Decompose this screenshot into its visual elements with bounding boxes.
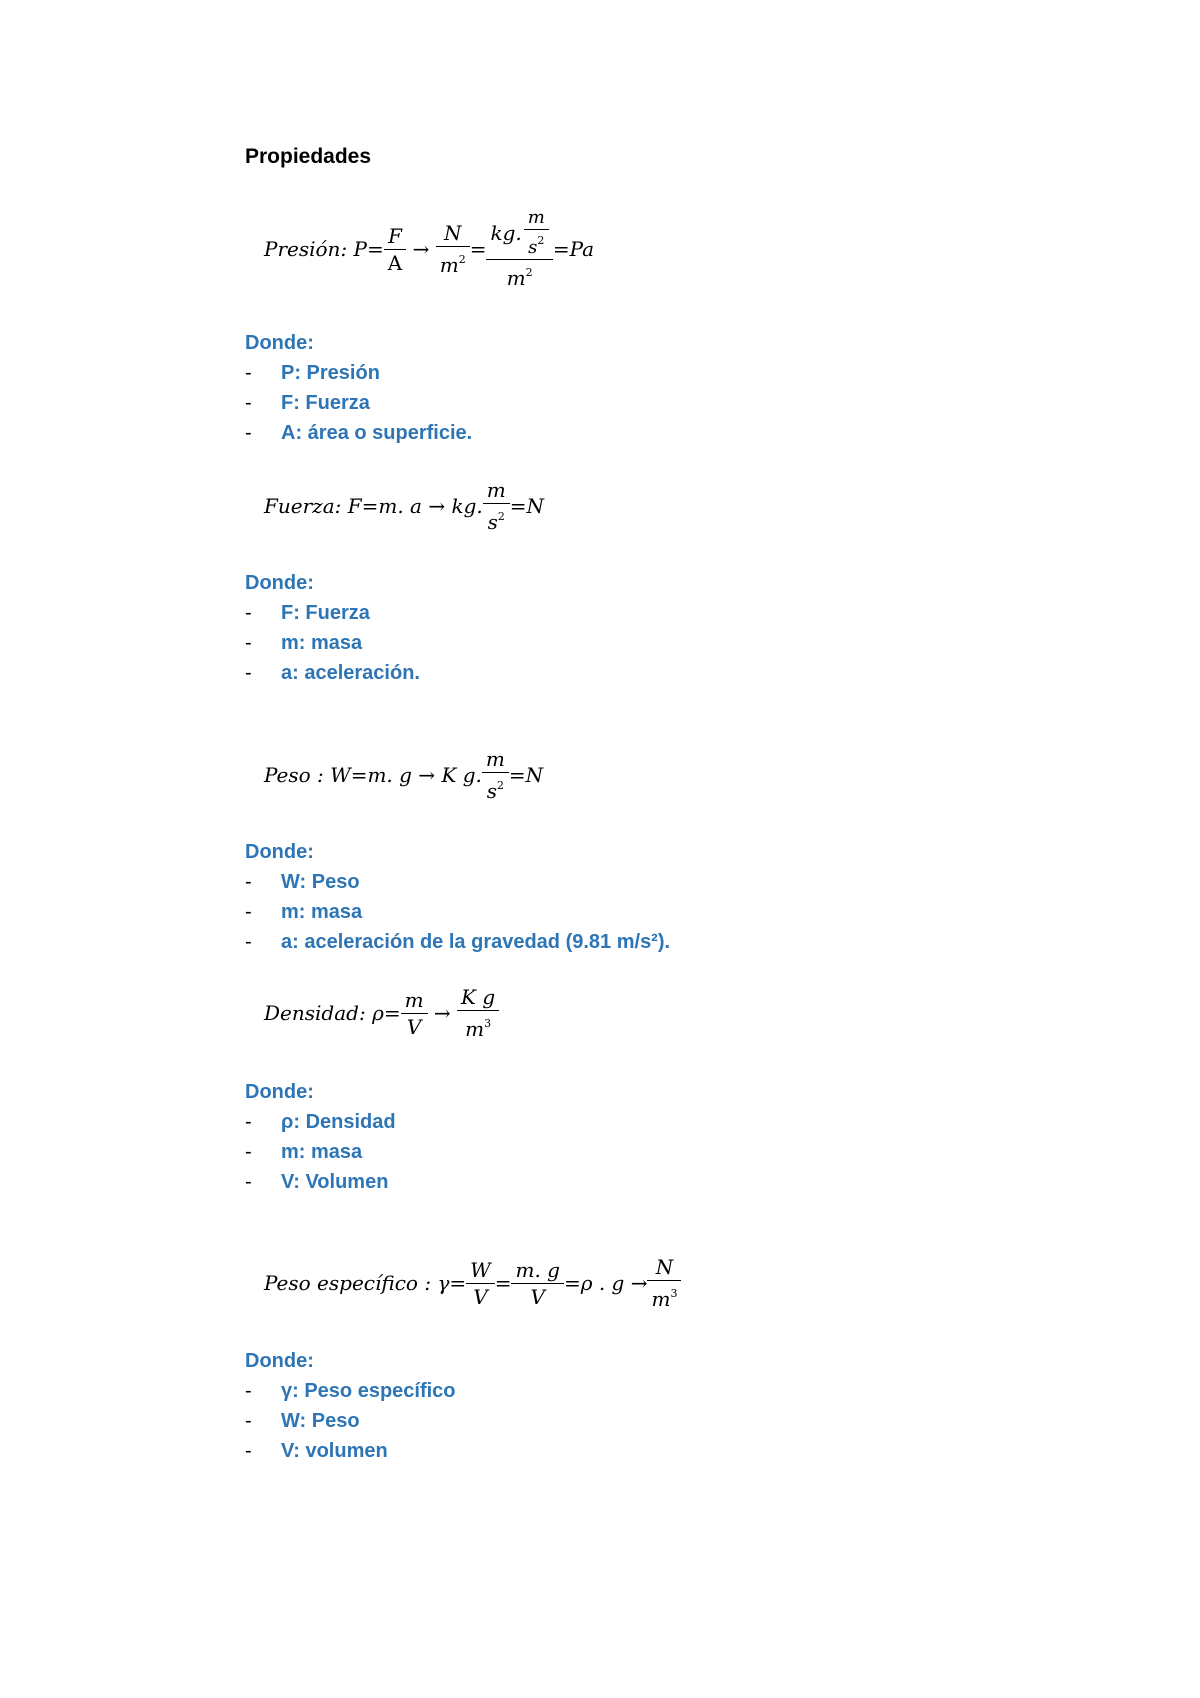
definition-item: - a: aceleración de la gravedad (9.81 m/s²). [245,931,671,953]
formula-label: Peso [264,763,311,787]
formula-densidad: Densidad : ρ= $\frac{m}{V}$ → $\frac{\text{K g}}{m^3}$ [264,985,499,1041]
definition-item: - ρ: Densidad [245,1111,396,1133]
formula-result: =N [508,763,544,787]
definition-item: - F: Fuerza [245,392,370,414]
formula-peso-especifico: Peso específico : γ= $\frac{W}{V}$ = $\frac{m. g}{V}$ =ρ . g → $\frac{N}{m^3}$ [264,1255,681,1311]
definition-item: - m: masa [245,1141,363,1163]
fraction-n-over-m3: $\frac{N}{m^3}$ [649,1255,679,1311]
fraction-kg-m-s2-over-m2: kg. $\frac{m}{s^2}$ $m^2$ [488,208,550,290]
formula-label: Fuerza [264,494,335,518]
definitions-heading: Donde: [245,1081,314,1103]
definition-item: - W: Peso [245,1410,360,1432]
definition-item: - m: masa [245,901,363,923]
definition-item: - a: aceleración. [245,662,420,684]
page-title: Propiedades [245,145,372,168]
definition-item: - V: Volumen [245,1171,389,1193]
definitions-peso [245,837,670,957]
definitions-heading: Donde: [245,841,314,863]
formula-result: Pa [569,237,595,261]
definitions-presion [245,328,472,448]
fraction-w-over-v: $\frac{W}{V}$ [468,1258,493,1309]
definition-item: - P: Presión [245,362,380,384]
fraction-kg-over-m3: $\frac{\text{K g}}{m^3}$ [459,985,497,1041]
definition-item: - m: masa [245,632,363,654]
formula-mid: =ρ . g → [563,1271,648,1295]
formula-label: Peso específico [264,1271,418,1295]
formula-result: =N [509,494,544,518]
definitions-densidad [245,1077,396,1197]
fraction-m-over-s2: $\frac{m}{s^2}$ [484,747,507,803]
definitions-peso-especifico [245,1346,456,1466]
definitions-heading: Donde: [245,332,314,354]
definition-item: - γ: Peso específico [245,1380,456,1402]
fraction-m-over-s2: $\frac{m}{s^2}$ [485,478,508,534]
definitions-heading: Donde: [245,572,314,594]
formula-presion: Presión : P = $\frac{F}{A}$ → $\frac{N}{m^2}$ = kg. $\frac{m}{s^2}$ $m^2$ = Pa [264,207,595,290]
definition-item: - A: área o superficie. [245,422,473,444]
fraction-m-over-v: $\frac{m}{V}$ [403,988,426,1039]
formula-peso: Peso : W=m. g → K g. $\frac{m}{s^2}$ =N [264,747,544,803]
definition-item: - V: volumen [245,1440,388,1462]
formula-label: Presión [264,237,341,261]
formula-fuerza: Fuerza : F=m. a → kg. $\frac{m}{s^2}$ =N [264,478,544,534]
formula-lhs: P [353,237,368,261]
formula-expr: W=m. g [330,763,412,787]
definitions-fuerza [245,568,420,688]
definition-item: - W: Peso [245,871,360,893]
formula-lhs: γ= [437,1271,467,1295]
formula-expr: F=m. a [347,494,422,518]
fraction-f-over-a: $\frac{F}{A}$ [386,224,404,275]
fraction-mg-over-v: $\frac{m. g}{V}$ [513,1258,561,1309]
formula-label: Densidad [264,1001,359,1025]
definition-item: - F: Fuerza [245,602,370,624]
formula-lhs: ρ= [372,1001,401,1025]
fraction-n-over-m2: $\frac{N}{m^2}$ [438,221,468,277]
definitions-heading: Donde: [245,1350,314,1372]
